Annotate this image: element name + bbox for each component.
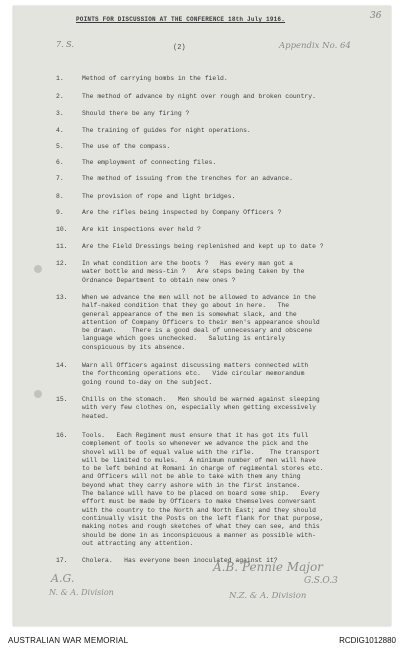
- item-text: Chills on the stomach. Men should be warned against sleeping with very few clothes on, especially when getting excessively heated.: [82, 396, 320, 420]
- item-number: 11.: [56, 243, 68, 250]
- item-number: 3.: [56, 110, 64, 117]
- officer-signature: A.B. Pennie Major: [213, 560, 323, 574]
- item-number: 9.: [56, 209, 64, 216]
- left-initials: A.G.: [51, 572, 75, 585]
- item-number: 17.: [56, 557, 68, 564]
- item-number: 7.: [56, 175, 64, 182]
- footer-institution: AUSTRALIAN WAR MEMORIAL: [8, 636, 129, 645]
- document-heading: POINTS FOR DISCUSSION AT THE CONFERENCE 18th July 1916.: [76, 16, 286, 23]
- item-text: When we advance the men will not be allowed to advance in the half-naked condition that they go about in here. The general appearance of the men is somewhat slack, and the attention of Company Officers to their men's appearance should be drawn. There is a good deal of unnecessary and obscene language which goes unchecked. Saluting is entirely conspicuous by its absence.: [82, 294, 320, 351]
- item-text: Are the rifles being inspected by Company Officers ?: [82, 209, 282, 216]
- item-number: 4.: [56, 127, 64, 134]
- left-unit-note: N. & A. Division: [49, 588, 114, 597]
- item-number: 13.: [56, 294, 68, 301]
- officer-title: G.S.O.3: [304, 576, 338, 586]
- item-text: Are the Field Dressings being replenished and kept up to date ?: [82, 243, 324, 250]
- item-text: The method of advance by night over rough and broken country.: [82, 93, 316, 100]
- item-number: 14.: [56, 362, 68, 369]
- item-number: 16.: [56, 432, 68, 439]
- page-number: (2): [173, 44, 186, 52]
- punch-hole: [34, 390, 42, 398]
- item-text: Method of carrying bombs in the field.: [82, 75, 228, 82]
- item-text: The method of issuing from the trenches for an advance.: [82, 175, 293, 182]
- item-text: Should there be any firing ?: [82, 110, 190, 117]
- item-text: The training of guides for night operations.: [82, 127, 251, 134]
- item-number: 10.: [56, 226, 68, 233]
- item-text: The provision of rope and light bridges.: [82, 193, 236, 200]
- item-text: The use of the compass.: [82, 143, 171, 150]
- item-text: Warn all Officers against discussing matters connected with the forthcoming operations etc. Vide circular memorandum going round to-day on the subject.: [82, 362, 309, 386]
- item-number: 2.: [56, 93, 64, 100]
- item-number: 8.: [56, 193, 64, 200]
- item-text: The employment of connecting files.: [82, 159, 217, 166]
- punch-hole: [34, 265, 42, 273]
- item-text: Tools. Each Regiment must ensure that it has got its full complement of tools so whenever we advance the pick and the shovel will be of equal value with the rifle. The transport will be limited to mules. A minimum number of men will have to be left behind at Romani in charge of regimental stores etc. and Officers will not be able to take with them any thing beyond what they carry ashore with in the first instance. The balance will have to be placed on board some ship. Every effort must be made by Officers to make themselves conversant with the country to the North and North East; and they should continually visit the Posts on the left flank for that purpose, making notes and rough sketches of what they can see, and this should be done in as inconspicuous a manner as possible with- out attracting any attention.: [82, 432, 324, 547]
- item-number: 15.: [56, 396, 68, 403]
- margin-annotation: 7. S.: [56, 40, 74, 49]
- item-number: 6.: [56, 159, 64, 166]
- officer-unit: N.Z. & A. Division: [229, 591, 307, 601]
- folio-mark: 36: [370, 11, 382, 21]
- item-number: 5.: [56, 143, 64, 150]
- item-text: Cholera. Has everyone been inoculated against it?: [82, 557, 278, 564]
- appendix-note: Appendix No. 64: [279, 41, 351, 51]
- footer-record-id: RCDIG1012880: [339, 636, 396, 645]
- item-text: In what condition are the boots ? Has every man got a water bottle and mess-tin ? Are steps being taken by the Ordnance Department to obtain new ones ?: [82, 260, 305, 284]
- item-text: Are kit inspections ever held ?: [82, 226, 201, 233]
- item-number: 1.: [56, 75, 64, 82]
- item-number: 12.: [56, 260, 68, 267]
